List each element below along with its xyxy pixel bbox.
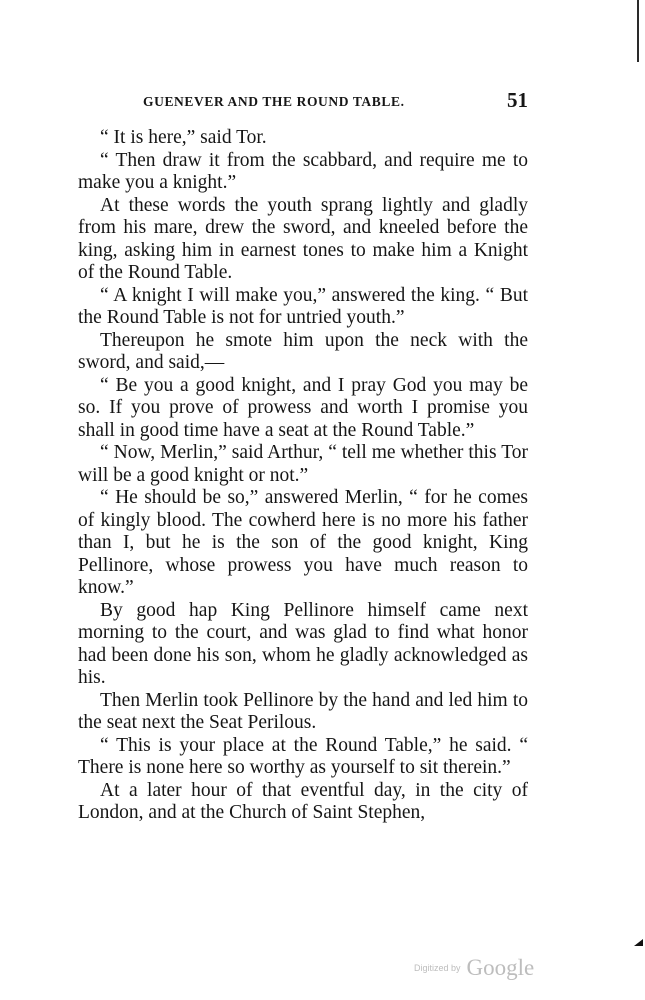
- paragraph: “ He should be so,” answered Merlin, “ for he comes of kingly blood. The cowherd here is no more his father than I, but he is the son of the good knight, King Pellinore, whose prowess you have much reason to know.”: [78, 487, 528, 598]
- digitization-watermark: [414, 955, 534, 981]
- running-title: GUENEVER AND THE ROUND TABLE.: [143, 94, 405, 109]
- corner-mark-icon: [634, 939, 643, 946]
- paragraph: At these words the youth sprang lightly and gladly from his mare, drew the sword, and kneeled before the king, asking him in earnest tones to make him a Knight of the Round Table.: [78, 194, 528, 283]
- paragraph: By good hap King Pellinore himself came next morning to the court, and was glad to find what honor had been done his son, whom he gladly acknowledged as his.: [78, 599, 528, 688]
- running-head: [143, 88, 528, 114]
- watermark-brand: Google: [466, 955, 535, 980]
- page-number: 51: [507, 88, 528, 112]
- paragraph: “ Now, Merlin,” said Arthur, “ tell me whether this Tor will be a good knight or not.”: [78, 442, 528, 486]
- paragraph: At a later hour of that eventful day, in the city of London, and at the Church of Saint Stephen,: [78, 779, 528, 823]
- paragraph: Then Merlin took Pellinore by the hand and led him to the seat next the Seat Perilous.: [78, 689, 528, 733]
- paragraph: Thereupon he smote him upon the neck with the sword, and said,—: [78, 329, 528, 373]
- paragraph: “ A knight I will make you,” answered the king. “ But the Round Table is not for untried youth.”: [78, 284, 528, 328]
- paragraph: “ This is your place at the Round Table,” he said. “ There is none here so worthy as yourself to sit therein.”: [78, 734, 528, 778]
- text-body: [78, 127, 528, 825]
- paragraph: “ It is here,” said Tor.: [100, 127, 267, 148]
- page-edge-line: [637, 0, 639, 62]
- paragraph: “ Then draw it from the scabbard, and require me to make you a knight.”: [78, 149, 528, 193]
- paragraph: “ Be you a good knight, and I pray God you may be so. If you prove of prowess and worth I promise you shall in good time have a seat at the Round Table.”: [78, 374, 528, 441]
- watermark-prefix: Digitized by: [414, 963, 461, 973]
